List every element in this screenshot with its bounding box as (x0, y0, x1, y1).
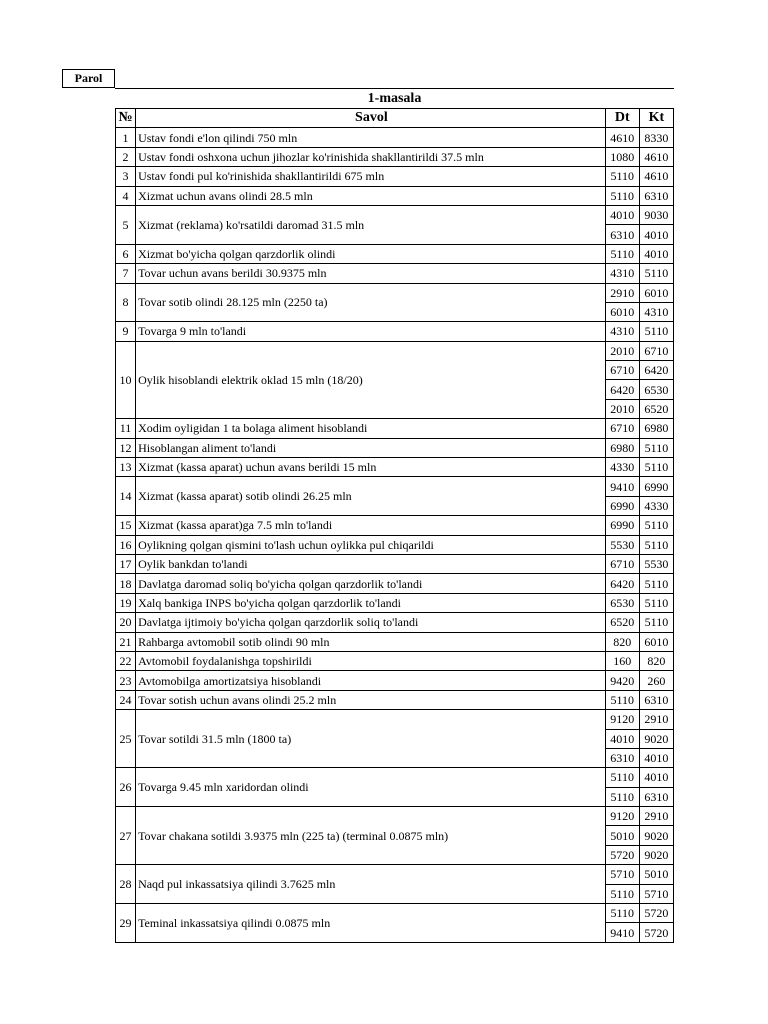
debit-account: 6310 (605, 748, 639, 767)
row-question: Davlatga ijtimoiy bo'yicha qolgan qarzdorlik soliq to'landi (136, 613, 606, 632)
credit-account: 6310 (639, 690, 673, 709)
row-question: Xizmat (kassa aparat) uchun avans berildi 15 mln (136, 458, 606, 477)
row-number: 10 (116, 341, 136, 419)
row-number: 25 (116, 710, 136, 768)
debit-account: 6420 (605, 380, 639, 399)
credit-account: 5110 (639, 593, 673, 612)
table-row (116, 419, 674, 438)
row-number: 12 (116, 438, 136, 457)
row-question: Tovar chakana sotildi 3.9375 mln (225 ta) (terminal 0.0875 mln) (136, 807, 606, 865)
row-question: Tovar uchun avans berildi 30.9375 mln (136, 264, 606, 283)
debit-account: 4310 (605, 264, 639, 283)
debit-account: 160 (605, 651, 639, 670)
row-question: Avtomobil foydalanishga topshirildi (136, 651, 606, 670)
debit-account: 5010 (605, 826, 639, 845)
row-question: Tovar sotildi 31.5 mln (1800 ta) (136, 710, 606, 768)
row-question: Xalq bankiga INPS bo'yicha qolgan qarzdorlik to'landi (136, 593, 606, 612)
debit-account: 6310 (605, 225, 639, 244)
credit-account: 9030 (639, 205, 673, 224)
header-question: Savol (136, 109, 606, 128)
table-row (116, 147, 674, 166)
table-row (116, 807, 674, 826)
debit-account: 6520 (605, 613, 639, 632)
table-row (116, 632, 674, 651)
debit-account: 2010 (605, 399, 639, 418)
credit-account: 4330 (639, 496, 673, 515)
row-question: Oylik bankdan to'landi (136, 554, 606, 573)
table-row (116, 458, 674, 477)
credit-account: 820 (639, 651, 673, 670)
header-debit: Dt (605, 109, 639, 128)
row-number: 13 (116, 458, 136, 477)
debit-account: 5110 (605, 768, 639, 787)
row-number: 18 (116, 574, 136, 593)
debit-account: 6980 (605, 438, 639, 457)
row-number: 20 (116, 613, 136, 632)
table-row (116, 865, 674, 884)
table-row (116, 322, 674, 341)
credit-account: 9020 (639, 826, 673, 845)
debit-account: 5110 (605, 186, 639, 205)
row-question: Xodim oyligidan 1 ta bolaga aliment hisoblandi (136, 419, 606, 438)
table-row (116, 671, 674, 690)
page-title: 1-masala (367, 91, 422, 106)
credit-account: 6710 (639, 341, 673, 360)
credit-account: 5110 (639, 574, 673, 593)
credit-account: 8330 (639, 128, 673, 147)
debit-account: 6710 (605, 419, 639, 438)
credit-account: 5530 (639, 554, 673, 573)
credit-account: 4010 (639, 748, 673, 767)
row-question: Xizmat (kassa aparat)ga 7.5 mln to'landi (136, 516, 606, 535)
debit-account: 4010 (605, 729, 639, 748)
debit-account: 6710 (605, 554, 639, 573)
credit-account: 4010 (639, 244, 673, 263)
credit-account: 6310 (639, 787, 673, 806)
credit-account: 5110 (639, 535, 673, 554)
row-number: 28 (116, 865, 136, 904)
row-number: 21 (116, 632, 136, 651)
row-question: Tovarga 9 mln to'landi (136, 322, 606, 341)
credit-account: 9020 (639, 845, 673, 864)
row-number: 8 (116, 283, 136, 322)
row-number: 5 (116, 205, 136, 244)
row-number: 1 (116, 128, 136, 147)
row-question: Ustav fondi oshxona uchun jihozlar ko'rinishida shakllantirildi 37.5 mln (136, 147, 606, 166)
row-number: 14 (116, 477, 136, 516)
credit-account: 5110 (639, 264, 673, 283)
debit-account: 2910 (605, 283, 639, 302)
debit-account: 9410 (605, 923, 639, 942)
credit-account: 6520 (639, 399, 673, 418)
table-row (116, 244, 674, 263)
table-row (116, 904, 674, 923)
debit-account: 5110 (605, 787, 639, 806)
table-row (116, 574, 674, 593)
credit-account: 5010 (639, 865, 673, 884)
credit-account: 6420 (639, 361, 673, 380)
parol-label: Parol (62, 69, 115, 88)
row-number: 11 (116, 419, 136, 438)
debit-account: 9410 (605, 477, 639, 496)
row-number: 16 (116, 535, 136, 554)
credit-account: 4610 (639, 147, 673, 166)
table-row (116, 768, 674, 787)
debit-account: 6990 (605, 516, 639, 535)
debit-account: 6990 (605, 496, 639, 515)
row-number: 19 (116, 593, 136, 612)
credit-account: 5110 (639, 438, 673, 457)
row-question: Oylikning qolgan qismini to'lash uchun oylikka pul chiqarildi (136, 535, 606, 554)
row-question: Oylik hisoblandi elektrik oklad 15 mln (18/20) (136, 341, 606, 419)
credit-account: 5720 (639, 923, 673, 942)
credit-account: 5110 (639, 613, 673, 632)
row-number: 17 (116, 554, 136, 573)
row-number: 7 (116, 264, 136, 283)
credit-account: 6980 (639, 419, 673, 438)
table-row (116, 613, 674, 632)
credit-account: 5710 (639, 884, 673, 903)
header-credit: Kt (639, 109, 673, 128)
row-question: Tovarga 9.45 mln xaridordan olindi (136, 768, 606, 807)
table-row (116, 128, 674, 147)
credit-account: 2910 (639, 807, 673, 826)
debit-account: 5710 (605, 865, 639, 884)
table-row (116, 593, 674, 612)
credit-account: 4010 (639, 225, 673, 244)
credit-account: 6010 (639, 283, 673, 302)
table-row (116, 710, 674, 729)
debit-account: 5110 (605, 904, 639, 923)
row-question: Avtomobilga amortizatsiya hisoblandi (136, 671, 606, 690)
credit-account: 2910 (639, 710, 673, 729)
debit-account: 9420 (605, 671, 639, 690)
credit-account: 5110 (639, 322, 673, 341)
debit-account: 6710 (605, 361, 639, 380)
row-question: Rahbarga avtomobil sotib olindi 90 mln (136, 632, 606, 651)
table-row (116, 283, 674, 302)
row-question: Hisoblangan aliment to'landi (136, 438, 606, 457)
credit-account: 5110 (639, 458, 673, 477)
debit-account: 4310 (605, 322, 639, 341)
debit-account: 5720 (605, 845, 639, 864)
debit-account: 9120 (605, 807, 639, 826)
table-body (116, 128, 674, 942)
debit-account: 4610 (605, 128, 639, 147)
row-question: Naqd pul inkassatsiya qilindi 3.7625 mln (136, 865, 606, 904)
table-header-row (116, 109, 674, 128)
table-row (116, 477, 674, 496)
row-number: 2 (116, 147, 136, 166)
table-row (116, 341, 674, 360)
table-row (116, 516, 674, 535)
debit-account: 5110 (605, 690, 639, 709)
credit-account: 6530 (639, 380, 673, 399)
credit-account: 4610 (639, 167, 673, 186)
row-number: 29 (116, 904, 136, 943)
table-row (116, 205, 674, 224)
row-number: 6 (116, 244, 136, 263)
row-number: 9 (116, 322, 136, 341)
header-number: № (116, 109, 136, 128)
debit-account: 6010 (605, 302, 639, 321)
row-question: Davlatga daromad soliq bo'yicha qolgan qarzdorlik to'landi (136, 574, 606, 593)
table-row (116, 186, 674, 205)
debit-account: 5110 (605, 244, 639, 263)
row-number: 24 (116, 690, 136, 709)
table-row (116, 167, 674, 186)
table-row (116, 535, 674, 554)
debit-account: 5110 (605, 167, 639, 186)
credit-account: 5110 (639, 516, 673, 535)
debit-account: 5530 (605, 535, 639, 554)
debit-account: 820 (605, 632, 639, 651)
debit-account: 2010 (605, 341, 639, 360)
debit-account: 9120 (605, 710, 639, 729)
row-question: Ustav fondi e'lon qilindi 750 mln (136, 128, 606, 147)
credit-account: 6990 (639, 477, 673, 496)
row-number: 3 (116, 167, 136, 186)
credit-account: 260 (639, 671, 673, 690)
row-question: Tovar sotish uchun avans olindi 25.2 mln (136, 690, 606, 709)
debit-account: 5110 (605, 884, 639, 903)
table-row (116, 264, 674, 283)
table-row (116, 438, 674, 457)
debit-account: 6530 (605, 593, 639, 612)
row-question: Xizmat (reklama) ko'rsatildi daromad 31.5 mln (136, 205, 606, 244)
credit-account: 9020 (639, 729, 673, 748)
debit-account: 1080 (605, 147, 639, 166)
row-number: 23 (116, 671, 136, 690)
row-number: 22 (116, 651, 136, 670)
row-question: Xizmat bo'yicha qolgan qarzdorlik olindi (136, 244, 606, 263)
row-question: Xizmat uchun avans olindi 28.5 mln (136, 186, 606, 205)
credit-account: 6010 (639, 632, 673, 651)
credit-account: 4010 (639, 768, 673, 787)
row-number: 27 (116, 807, 136, 865)
credit-account: 4310 (639, 302, 673, 321)
table-row (116, 690, 674, 709)
row-question: Ustav fondi pul ko'rinishida shakllantirildi 675 mln (136, 167, 606, 186)
table-row (116, 651, 674, 670)
debit-account: 4330 (605, 458, 639, 477)
row-question: Xizmat (kassa aparat) sotib olindi 26.25 mln (136, 477, 606, 516)
credit-account: 6310 (639, 186, 673, 205)
debit-account: 6420 (605, 574, 639, 593)
row-question: Teminal inkassatsiya qilindi 0.0875 mln (136, 904, 606, 943)
row-question: Tovar sotib olindi 28.125 mln (2250 ta) (136, 283, 606, 322)
debit-account: 4010 (605, 205, 639, 224)
table-row (116, 554, 674, 573)
row-number: 4 (116, 186, 136, 205)
transactions-table (115, 108, 674, 943)
row-number: 26 (116, 768, 136, 807)
credit-account: 5720 (639, 904, 673, 923)
row-number: 15 (116, 516, 136, 535)
